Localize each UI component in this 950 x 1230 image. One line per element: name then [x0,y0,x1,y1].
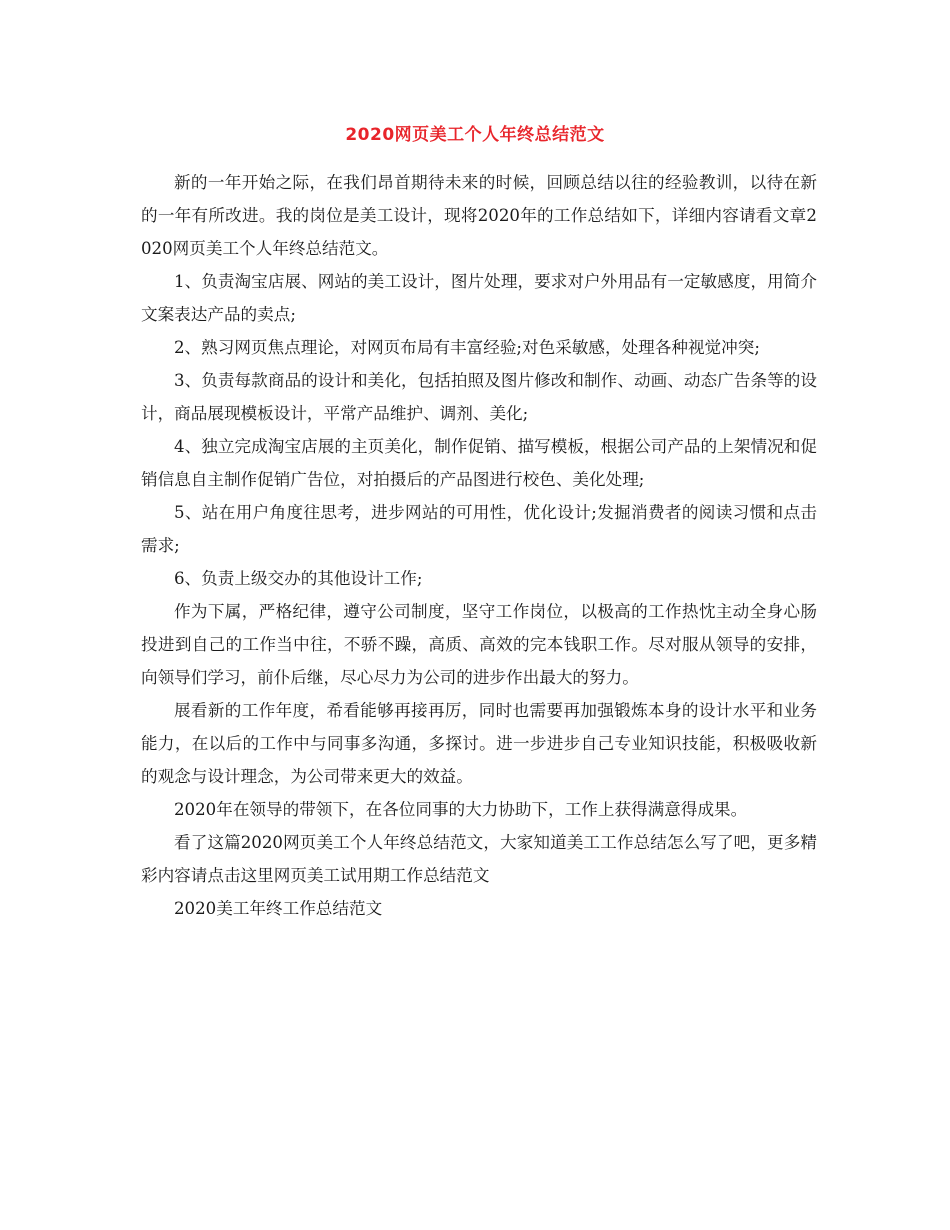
paragraph-item-5: 5、站在用户角度往思考，进步网站的可用性，优化设计;发掘消费者的阅读习惯和点击需求; [141,503,817,555]
paragraph-item-3: 3、负责每款商品的设计和美化，包括拍照及图片修改和制作、动画、动态广告条等的设计，商品展现模板设计，平常产品维护、调剂、美化; [141,371,817,423]
paragraph-item-6: 6、负责上级交办的其他设计工作; [174,569,423,588]
paragraph-related-link[interactable]: 看了这篇2020网页美工个人年终总结范文，大家知道美工工作总结怎么写了吧，更多精彩内容请点击这里网页美工试用期工作总结范文 [141,833,817,885]
paragraph-item-1: 1、负责淘宝店展、网站的美工设计，图片处理，要求对户外用品有一定敏感度，用简介文案表达产品的卖点; [141,272,817,324]
paragraph-item-4: 4、独立完成淘宝店展的主页美化，制作促销、描写模板，根据公司产品的上架情况和促销信息自主制作促销广告位，对拍摄后的产品图进行校色、美化处理; [141,437,817,489]
paragraph-achievement: 2020年在领导的带领下，在各位同事的大力协助下，工作上获得满意得成果。 [174,800,748,819]
paragraph-item-2: 2、熟习网页焦点理论，对网页布局有丰富经验;对色采敏感，处理各种视觉冲突; [174,338,760,357]
paragraph-attitude: 作为下属，严格纪律，遵守公司制度，坚守工作岗位，以极高的工作热忱主动全身心肠投进到自己的工作当中往，不骄不躁，高质、高效的完本钱职工作。尽对服从领导的安排，向领导们学习，前仆后继，尽心尽力为公司的进步作出最大的努力。 [141,602,817,687]
document-body [141,166,817,925]
paragraph-intro: 新的一年开始之际，在我们昂首期待未来的时候，回顾总结以往的经验教训，以待在新的一年有所改进。我的岗位是美工设计，现将2020年的工作总结如下，详细内容请看文章2020网页美工个人年终总结范文。 [141,173,817,258]
paragraph-related-title[interactable]: 2020美工年终工作总结范文 [174,899,383,918]
paragraph-outlook: 展看新的工作年度，希看能够再接再厉，同时也需要再加强锻炼本身的设计水平和业务能力，在以后的工作中与同事多沟通，多探讨。进一步进步自己专业知识技能，积极吸收新的观念与设计理念，为公司带来更大的效益。 [141,701,817,786]
document-title: 2020网页美工个人年终总结范文 [345,125,605,145]
